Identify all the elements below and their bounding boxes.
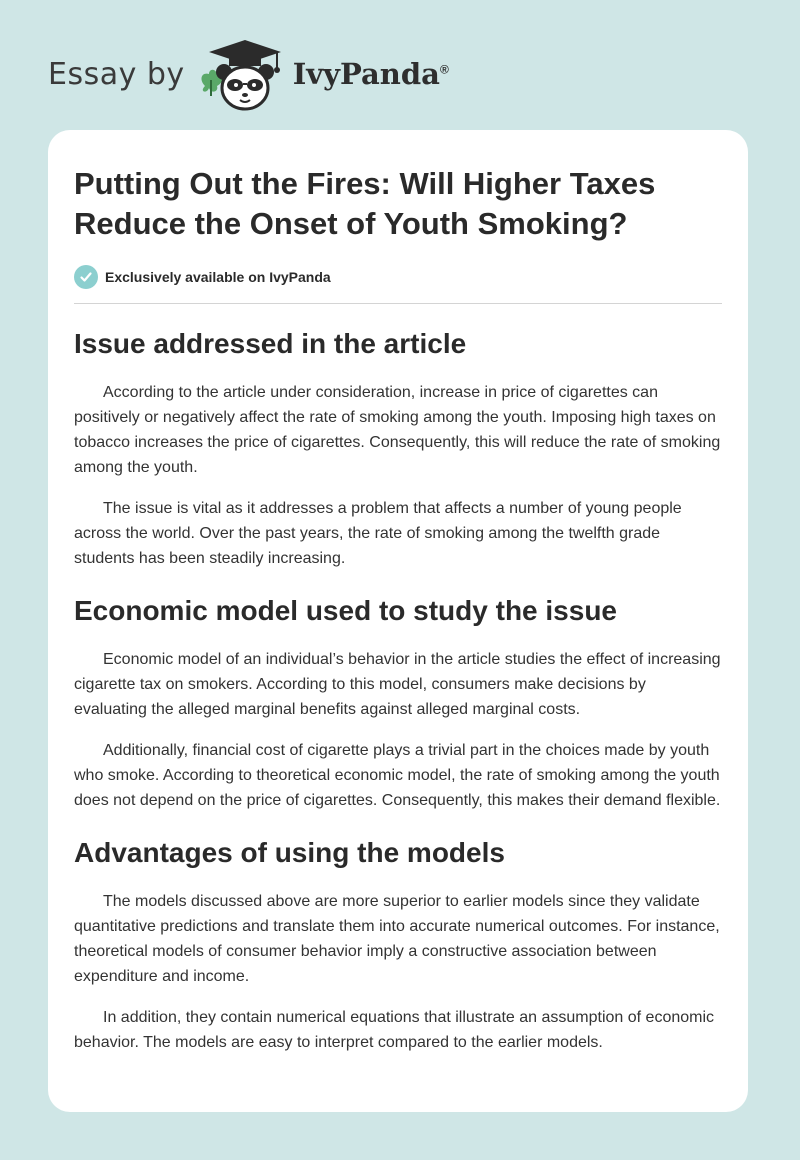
paragraph: In addition, they contain numerical equations that illustrate an assumption of economic behavior. The models are easy to interpret compared to the earlier models. — [74, 1009, 715, 1051]
article-title: Putting Out the Fires: Will Higher Taxes Reduce the Onset of Youth Smoking? — [74, 166, 656, 241]
paragraph: Additionally, financial cost of cigarette plays a trivial part in the choices made by youth who smoke. According to theoretical economic model, the rate of smoking among the youth does not depend on the price of cigarettes. Consequently, this makes their demand flexible. — [74, 742, 721, 809]
paragraph: Economic model of an individual’s behavior in the article studies the effect of increasing cigarette tax on smokers. According to this model, consumers make decisions by evaluating the alleged marginal benefits against alleged marginal costs. — [74, 651, 721, 718]
brand-header[interactable] — [48, 34, 449, 114]
exclusive-label: Exclusively available on IvyPanda — [105, 269, 331, 285]
brand-name — [293, 57, 449, 91]
brand-name-text: IvyPanda — [292, 57, 440, 91]
title-divider — [74, 303, 722, 304]
section-heading: Issue addressed in the article — [74, 328, 467, 359]
section-heading: Economic model used to study the issue — [74, 595, 617, 626]
exclusive-badge — [74, 264, 722, 290]
section-economic-model — [74, 593, 722, 813]
brand-prefix: Essay by — [48, 56, 185, 92]
panda-logo-icon — [197, 34, 289, 114]
registered-mark: ® — [439, 62, 449, 77]
paragraph: According to the article under consideration, increase in price of cigarettes can positively or negatively affect the rate of smoking among the youth. Imposing high taxes on tobacco increases the price of cigarettes. Consequently, this will reduce the rate of smoking among the youth. — [74, 384, 721, 476]
paragraph: The issue is vital as it addresses a problem that affects a number of young people across the world. Over the past years, the rate of smoking among the twelfth grade students has been steadily increasing. — [74, 500, 682, 567]
section-advantages — [74, 835, 722, 1055]
article-card — [48, 130, 748, 1112]
section-issue — [74, 326, 722, 571]
paragraph: The models discussed above are more superior to earlier models since they validate quantitative predictions and translate them into accurate numerical outcomes. For instance, theoretical models of consumer behavior imply a constructive association between expenditure and income. — [74, 893, 720, 985]
section-heading: Advantages of using the models — [74, 837, 505, 868]
check-icon — [74, 265, 98, 289]
